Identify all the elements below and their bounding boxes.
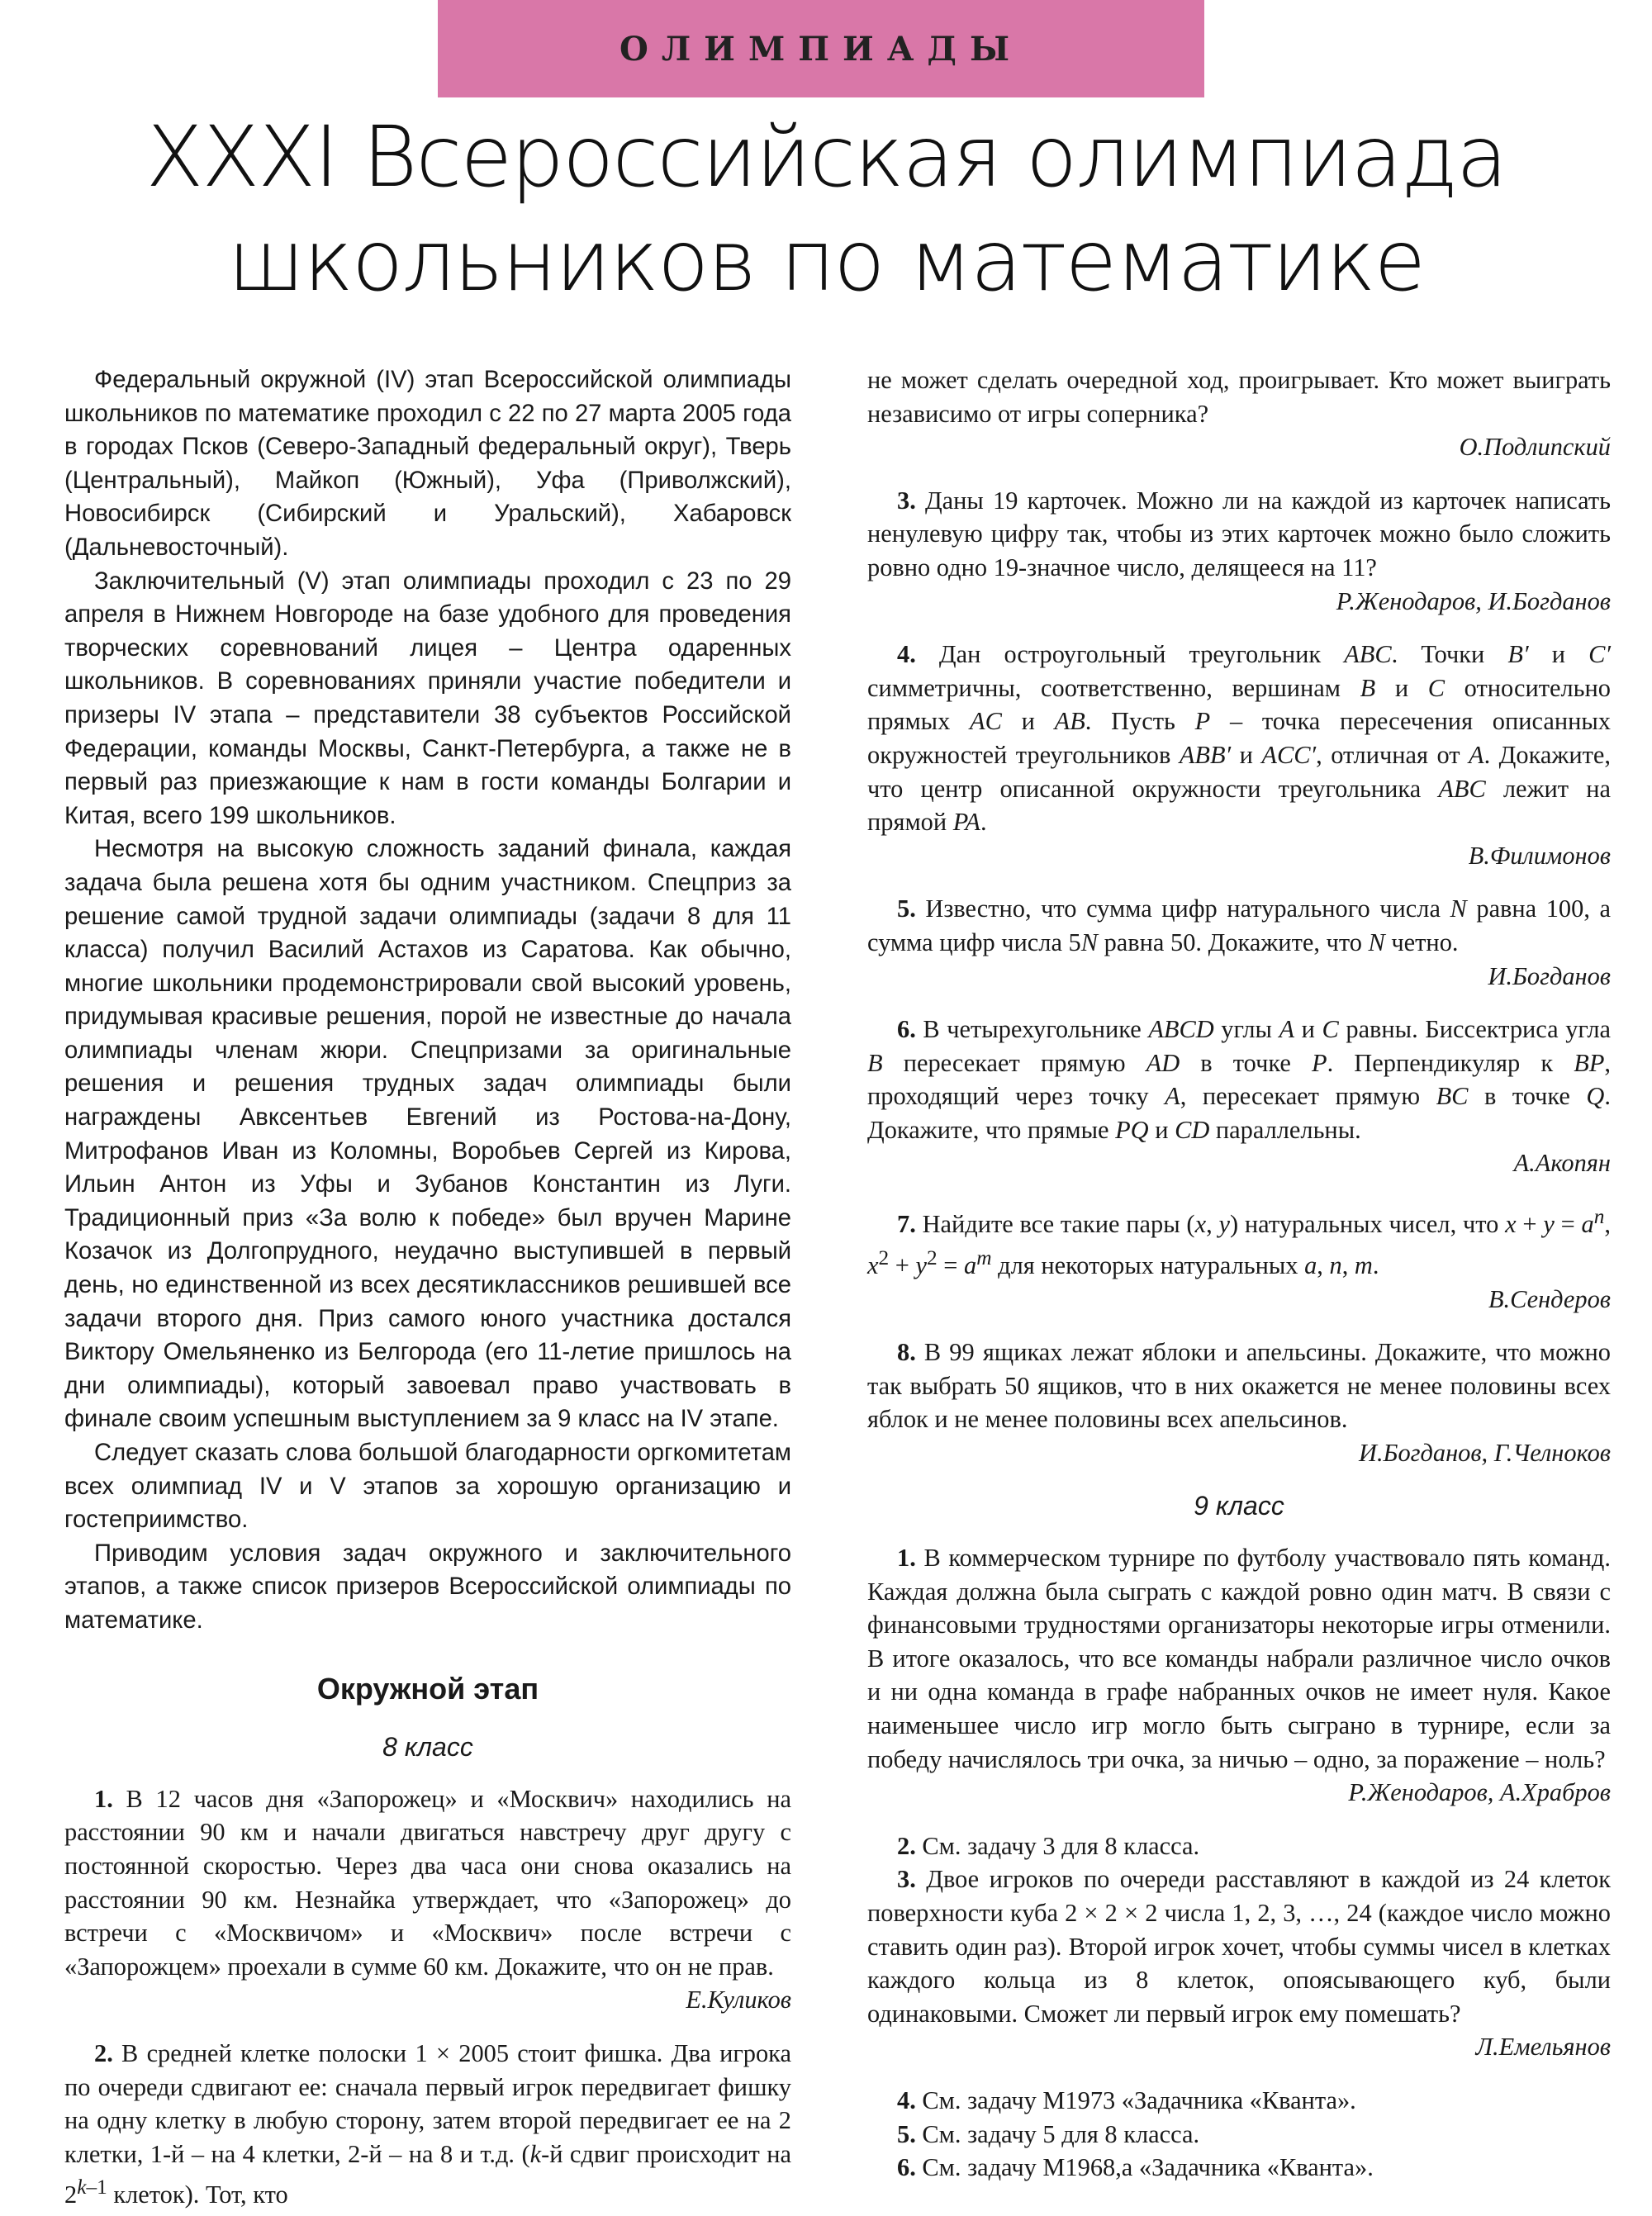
- title-line-2: школьников по математике: [227, 212, 1425, 311]
- problem-number: 1.: [897, 1544, 916, 1573]
- problem-number: 6.: [897, 2153, 916, 2182]
- article-title: [50, 106, 1602, 314]
- problem-8-2-continued: не может сделать очередной ход, проигрывает. Кто может выиграть независимо от игры соперника?: [867, 366, 1611, 428]
- intro-paragraph: Несмотря на высокую сложность заданий финала, каждая задача была решена хотя бы одним участником. Спецприз за решение самой трудной задачи олимпиады (задачи 8 для 11 класса) получил Василий Астахов из Саратова. Как обычно, многие школьники продемонстрировали свой высокий уровень, придумывая красивые решения, порой не известные до начала олимпиады членам жюри. Спецпризами за оригинальные решения и решения трудных задач олимпиады были награждены Авксентьев Евгений из Ростова-на-Дону, Митрофанов Иван из Коломны, Воробьев Сергей из Кирова, Ильин Антон из Уфы и Зубанов Константин из Луги. Традиционный приз «За волю к победе» был вручен Марине Козачок из Долгопрудного, неудачно выступившей в первый день, но единственной из всех десятиклассников решившей все задачи второго дня. Приз самого юного участника достался Виктору Омельяненко из Белгорода (его 11-летие пришлось на дни олимпиады), который завоевал право участвовать в финале своим успешным выступлением за 9 класс на IV этапе.: [64, 836, 791, 1433]
- problem-author: В.Филимонов: [1468, 841, 1611, 870]
- left-column: [64, 363, 791, 2212]
- problem-author: А.Акопян: [1513, 1149, 1611, 1178]
- section-banner: [438, 0, 1204, 97]
- problem-9-3: [867, 1862, 1611, 2030]
- grade-9-heading: 9 класс: [1194, 1491, 1284, 1521]
- problem-author: Л.Емельянов: [1475, 2033, 1611, 2062]
- problem-number: 5.: [897, 2119, 916, 2148]
- problem-number: 5.: [897, 894, 916, 923]
- problem-number: 6.: [897, 1015, 916, 1044]
- problem-8-4: 4. Дан остроугольный треугольник ABC. Точки B′ и C′ симметричны, соответственно, вершинам B и C относительно прямых AC и AB. Пусть P – точка пересечения описанных окружностей треугольников ABB′ и ACC′, отличная от A. Докажите, что центр описанной окружности треугольника ABC лежит на прямой PA.: [867, 640, 1612, 837]
- problem-text: В 12 часов дня «Запорожец» и «Москвич» находились на расстоянии 90 км и начали двигаться навстречу друг другу с постоянной скоростью. Через два часа они снова оказались на расстоянии 90 км. Незнайка утверждает, что «Запорожец» до встречи с «Москвичом» и «Москвич» после встречи с «Запорожцем» проехали в сумме 60 км. Докажите, что он не прав.: [64, 1784, 791, 1981]
- title-line-1: XXXI Всероссийская олимпиада: [145, 108, 1507, 206]
- problem-8-7: 7. Найдите все такие пары (x, y) натуральных чисел, что $x + y = a^n$, $x^2 + y^2 = a^m$ для некоторых натуральных a, n, m.: [867, 1205, 1611, 1279]
- problem-9-5: [867, 2118, 1611, 2152]
- problem-number: 8.: [897, 1338, 916, 1367]
- problem-author: Е.Куликов: [686, 1986, 791, 2014]
- problem-9-2: [867, 1829, 1611, 1863]
- problem-number: 2.: [94, 2038, 113, 2067]
- problem-author: О.Подлипский: [1459, 433, 1611, 462]
- section-heading: Окружной этап: [316, 1671, 539, 1706]
- problem-text: См. задачу 3 для 8 класса.: [922, 1831, 1200, 1860]
- problem-8-2: [64, 2037, 791, 2212]
- intro-paragraph: Следует сказать слова большой благодарности оргкомитетам всех олимпиад IV и V этапов за хорошую организацию и гостеприимство.: [64, 1440, 791, 1534]
- problem-author: Р.Женодаров, И.Богданов: [1336, 586, 1611, 615]
- problem-number: 2.: [897, 1831, 916, 1860]
- problem-text: См. задачу М1973 «Задачника «Кванта».: [922, 2086, 1356, 2114]
- problem-8-8: [867, 1336, 1611, 1436]
- problem-author: В.Сендеров: [1488, 1284, 1611, 1313]
- problem-8-3: [867, 484, 1611, 585]
- problem-8-6: 6. В четырехугольнике ABCD углы A и C равны. Биссектриса угла B пересекает прямую AD в точке P. Перпендикуляр к BP, проходящий через точку A, пересекает прямую BC в точке Q. Докажите, что прямые PQ и CD параллельны.: [867, 1015, 1611, 1144]
- problem-number: 4.: [897, 640, 916, 669]
- intro-paragraph: Приводим условия задач окружного и заключительного этапов, а также список призеров Всероссийской олимпиады по математике.: [64, 1540, 791, 1634]
- problem-author: И.Богданов, Г.Челноков: [1359, 1438, 1611, 1467]
- problem-number: 3.: [897, 1865, 916, 1894]
- problem-9-1: [867, 1541, 1611, 1776]
- problem-9-6: [867, 2151, 1611, 2185]
- grade-8-heading: 8 класс: [382, 1732, 473, 1763]
- problem-author: Р.Женодаров, А.Храбров: [1348, 1778, 1611, 1807]
- right-column: [867, 363, 1611, 2185]
- problem-number: 4.: [897, 2086, 916, 2114]
- problem-text: Даны 19 карточек. Можно ли на каждой из карточек написать ненулевую цифру так, чтобы из этих карточек можно было сложить ровно одно 19-значное число, делящееся на 11?: [867, 486, 1611, 581]
- problem-text: В коммерческом турнире по футболу участвовало пять команд. Каждая должна была сыграть с каждой ровно один матч. В связи с финансовыми трудностями организаторы некоторые игры отменили. В итоге оказалось, что все команды набрали различное число очков и ни одна команда в графе набранных очков не имеет нуля. Какое наименьшее число игр могло быть сыграно в турнире, если за победу начислялось три очка, за ничью – одно, за поражение – ноль?: [867, 1544, 1611, 1773]
- problem-number: 1.: [94, 1784, 113, 1813]
- problem-number: 3.: [897, 486, 916, 515]
- section-label: ОЛИМПИАДЫ: [619, 29, 1023, 69]
- problem-text-part: В средней клетке полоски 1 × 2005 стоит фишка. Два игрока по очереди сдвигают ее: сначала первый игрок передвигает фишку на одну клетку в любую сторону, затем второй передвигает ее на 2 клетки, 1-й – на 4 клетки, 2-й – на 8 и т.д. (k-й сдвиг происходит на 2$^{k-1}$ клеток). Тот, кто: [64, 2038, 791, 2209]
- intro-paragraph: Федеральный окружной (IV) этап Всероссийской олимпиады школьников по математике проходил с 22 по 27 марта 2005 года в городах Псков (Северо-Западный федеральный округ), Тверь (Центральный), Майкоп (Южный), Уфа (Приволжский), Новосибирск (Сибирский и Уральский), Хабаровск (Дальневосточный).: [64, 367, 791, 561]
- problem-text: Двое игроков по очереди расставляют в каждой из 24 клеток поверхности куба 2 × 2 × 2 числа 1, 2, 3, …, 24 (каждое число можно ставить один раз). Второй игрок хочет, чтобы суммы чисел в клетках каждого кольца из 8 клеток, опоясывающего куб, были одинаковыми. Сможет ли первый игрок ему помешать?: [867, 1865, 1611, 2028]
- problem-number: 7.: [897, 1210, 916, 1239]
- problem-text: В 99 ящиках лежат яблоки и апельсины. Докажите, что можно так выбрать 50 ящиков, что в них окажется не менее половины всех яблок и не менее половины всех апельсинов.: [867, 1338, 1611, 1434]
- problem-author: И.Богданов: [1488, 961, 1611, 990]
- problem-8-5: 5. Известно, что сумма цифр натурального числа N равна 100, а сумма цифр числа 5N равна 50. Докажите, что N четно.: [867, 894, 1611, 956]
- problem-text: См. задачу М1968,а «Задачника «Кванта».: [922, 2153, 1374, 2182]
- problem-9-4: [867, 2084, 1611, 2118]
- intro-paragraph: Заключительный (V) этап олимпиады проходил с 23 по 29 апреля в Нижнем Новгороде на базе удобного для проведения творческих соревнований лицея – Центра одаренных школьников. В соревнованиях приняли участие победители и призеры IV этапа – представители 38 субъектов Российской Федерации, команды Москвы, Санкт-Петербурга, а также не в первый раз приезжающие к нам в гости команды Болгарии и Китая, всего 199 школьников.: [64, 567, 791, 829]
- problem-text: См. задачу 5 для 8 класса.: [922, 2119, 1200, 2148]
- problem-8-1: [64, 1782, 791, 1984]
